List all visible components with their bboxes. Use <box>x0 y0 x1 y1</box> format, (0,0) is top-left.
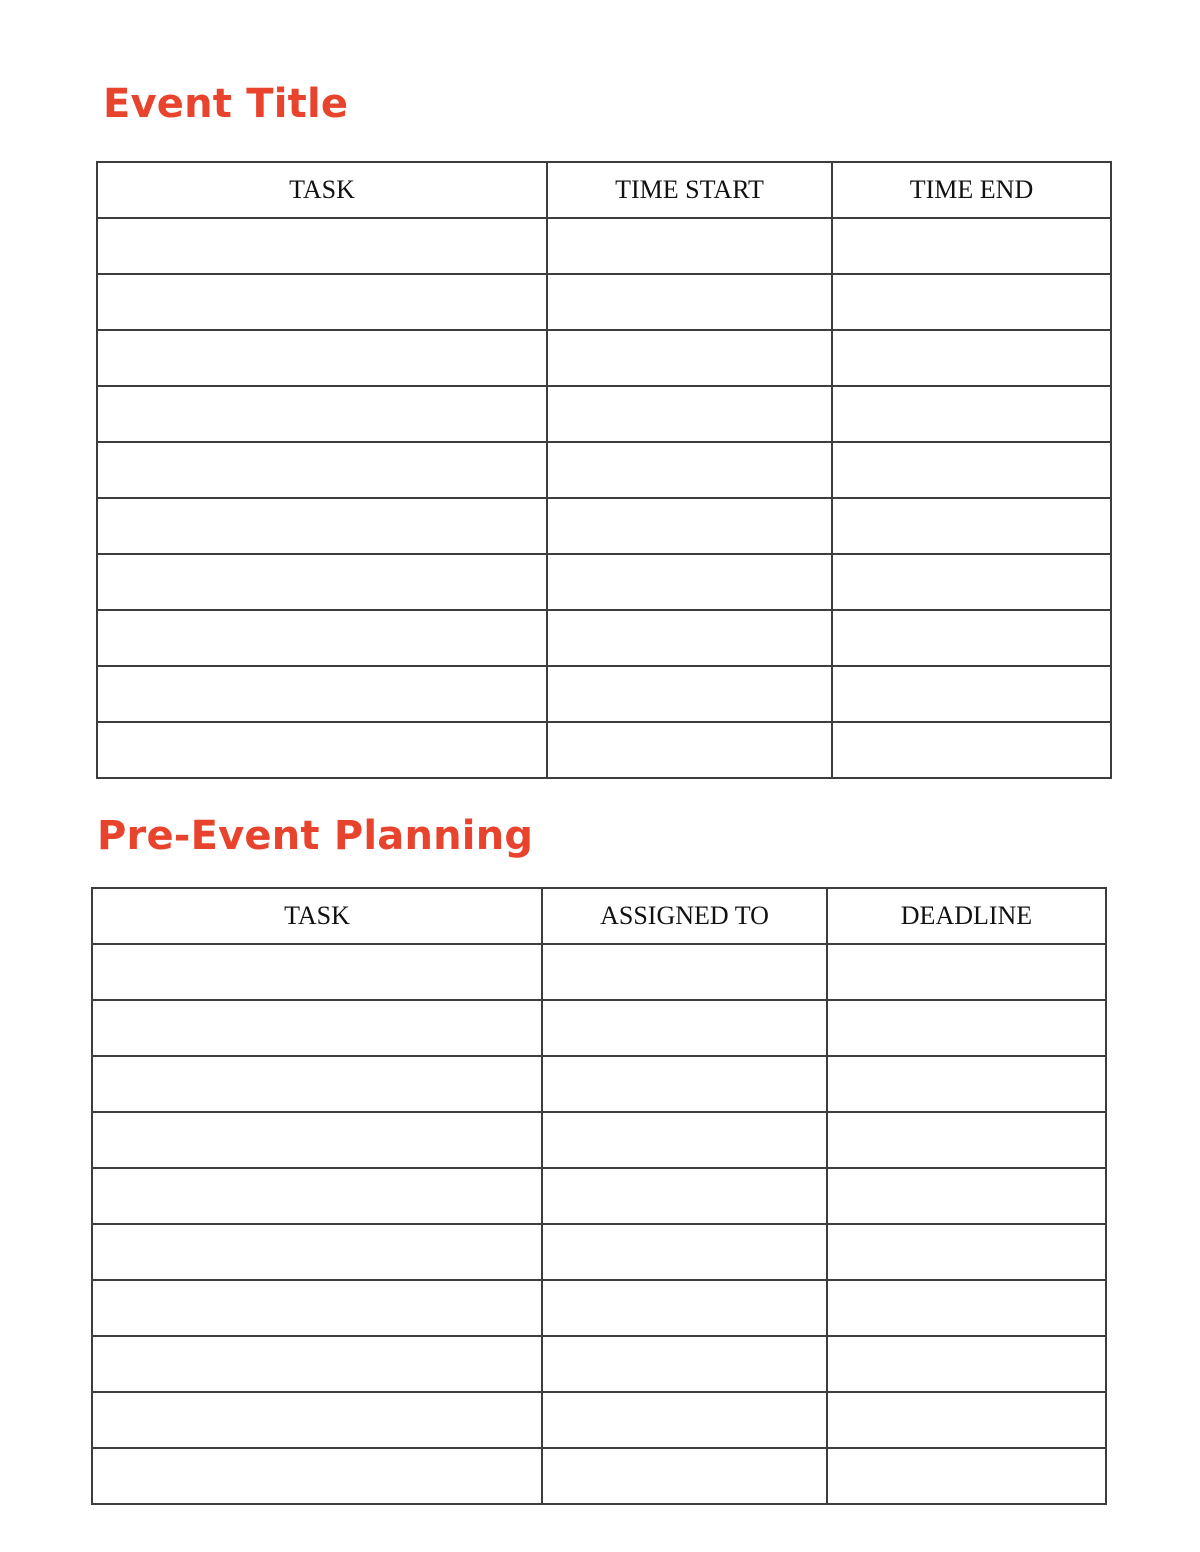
blank-cell[interactable] <box>832 218 1111 274</box>
blank-cell[interactable] <box>827 1224 1106 1280</box>
blank-cell[interactable] <box>92 1056 542 1112</box>
blank-cell[interactable] <box>547 554 832 610</box>
blank-cell[interactable] <box>832 442 1111 498</box>
blank-cell[interactable] <box>542 1392 827 1448</box>
blank-cell[interactable] <box>97 610 547 666</box>
blank-cell[interactable] <box>92 1112 542 1168</box>
blank-cell[interactable] <box>547 722 832 778</box>
blank-cell[interactable] <box>97 274 547 330</box>
blank-cell[interactable] <box>97 386 547 442</box>
blank-cell[interactable] <box>832 386 1111 442</box>
event-schedule-table <box>96 161 1112 779</box>
blank-cell[interactable] <box>832 666 1111 722</box>
blank-cell[interactable] <box>827 1280 1106 1336</box>
table-row <box>92 1000 1106 1056</box>
column-header-time-start: TIME START <box>547 162 832 218</box>
blank-cell[interactable] <box>97 666 547 722</box>
blank-cell[interactable] <box>92 1448 542 1504</box>
blank-cell[interactable] <box>547 498 832 554</box>
blank-cell[interactable] <box>92 1392 542 1448</box>
blank-cell[interactable] <box>97 330 547 386</box>
table-row <box>97 554 1111 610</box>
table-row <box>97 274 1111 330</box>
blank-cell[interactable] <box>827 1000 1106 1056</box>
blank-cell[interactable] <box>832 274 1111 330</box>
column-header-deadline: DEADLINE <box>827 888 1106 944</box>
pre-event-planning-heading: Pre-Event Planning <box>97 813 534 859</box>
table-row <box>92 1448 1106 1504</box>
blank-cell[interactable] <box>92 944 542 1000</box>
blank-cell[interactable] <box>547 610 832 666</box>
blank-cell[interactable] <box>542 944 827 1000</box>
blank-cell[interactable] <box>542 1168 827 1224</box>
blank-cell[interactable] <box>827 1392 1106 1448</box>
blank-cell[interactable] <box>92 1168 542 1224</box>
column-header-task: TASK <box>92 888 542 944</box>
blank-cell[interactable] <box>832 498 1111 554</box>
blank-cell[interactable] <box>97 218 547 274</box>
blank-cell[interactable] <box>827 1168 1106 1224</box>
blank-cell[interactable] <box>827 1448 1106 1504</box>
blank-cell[interactable] <box>97 554 547 610</box>
blank-cell[interactable] <box>542 1224 827 1280</box>
table-row <box>92 1280 1106 1336</box>
blank-cell[interactable] <box>832 330 1111 386</box>
table-row <box>97 442 1111 498</box>
blank-cell[interactable] <box>542 1112 827 1168</box>
table-row <box>97 722 1111 778</box>
blank-cell[interactable] <box>542 1448 827 1504</box>
table-header-row <box>92 888 1106 944</box>
table-row <box>92 1168 1106 1224</box>
table-row <box>92 944 1106 1000</box>
table-row <box>97 498 1111 554</box>
blank-cell[interactable] <box>547 330 832 386</box>
blank-cell[interactable] <box>92 1280 542 1336</box>
blank-cell[interactable] <box>542 1336 827 1392</box>
blank-cell[interactable] <box>827 1336 1106 1392</box>
table-row <box>97 610 1111 666</box>
blank-cell[interactable] <box>547 386 832 442</box>
blank-cell[interactable] <box>547 442 832 498</box>
blank-cell[interactable] <box>832 722 1111 778</box>
blank-cell[interactable] <box>97 498 547 554</box>
table-row <box>97 218 1111 274</box>
blank-cell[interactable] <box>547 666 832 722</box>
table-header-row <box>97 162 1111 218</box>
column-header-time-end: TIME END <box>832 162 1111 218</box>
blank-cell[interactable] <box>97 722 547 778</box>
table-row <box>92 1112 1106 1168</box>
blank-cell[interactable] <box>92 1336 542 1392</box>
table-row <box>92 1224 1106 1280</box>
table-row <box>92 1336 1106 1392</box>
blank-cell[interactable] <box>547 218 832 274</box>
blank-cell[interactable] <box>92 1000 542 1056</box>
column-header-task: TASK <box>97 162 547 218</box>
blank-cell[interactable] <box>92 1224 542 1280</box>
table-row <box>92 1392 1106 1448</box>
blank-cell[interactable] <box>827 944 1106 1000</box>
table-row <box>97 386 1111 442</box>
blank-cell[interactable] <box>97 442 547 498</box>
blank-cell[interactable] <box>542 1000 827 1056</box>
pre-event-planning-table <box>91 887 1107 1505</box>
column-header-assigned-to: ASSIGNED TO <box>542 888 827 944</box>
blank-cell[interactable] <box>832 554 1111 610</box>
blank-cell[interactable] <box>827 1112 1106 1168</box>
event-title-heading: Event Title <box>103 81 349 127</box>
blank-cell[interactable] <box>832 610 1111 666</box>
table-row <box>92 1056 1106 1112</box>
table-row <box>97 666 1111 722</box>
blank-cell[interactable] <box>827 1056 1106 1112</box>
table-row <box>97 330 1111 386</box>
blank-cell[interactable] <box>542 1280 827 1336</box>
blank-cell[interactable] <box>547 274 832 330</box>
blank-cell[interactable] <box>542 1056 827 1112</box>
